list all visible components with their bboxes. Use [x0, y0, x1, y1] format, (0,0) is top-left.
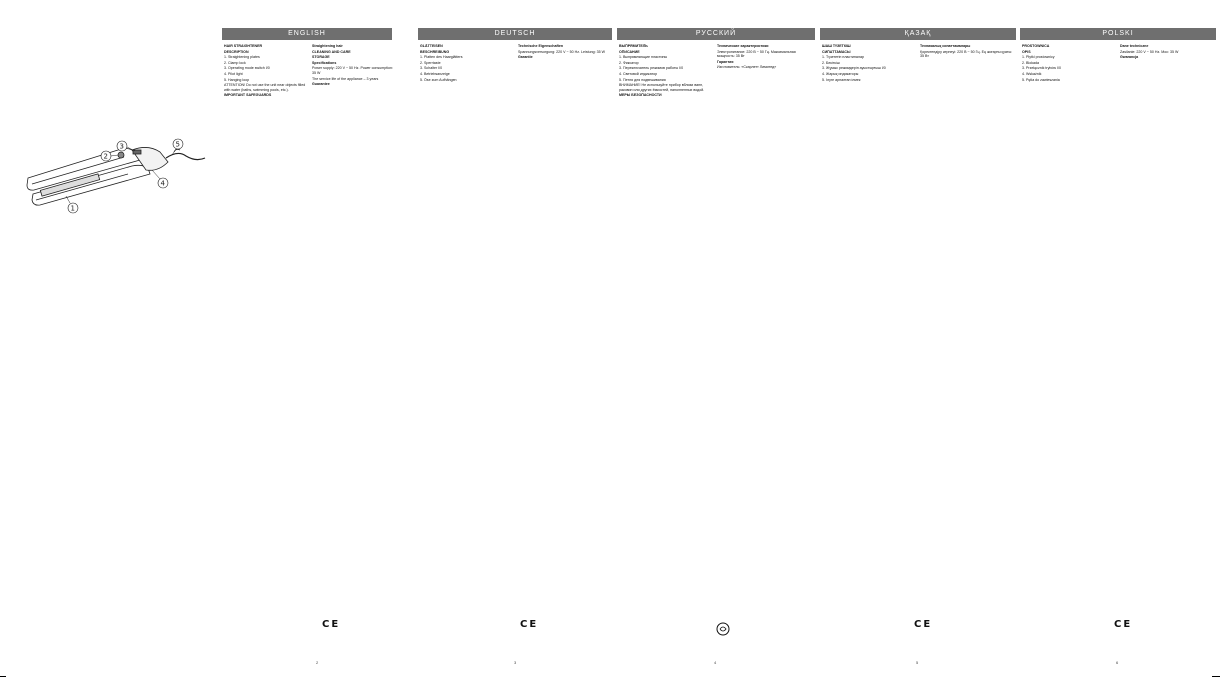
polish-desc-item: 2. Blokada [1022, 60, 1039, 65]
callout-4: 4 [160, 179, 165, 188]
kazakh-desc-item: 1. Түзететін пластиналар [822, 55, 864, 60]
page-number: 3 [514, 660, 517, 665]
ce-mark-icon: C E [520, 619, 537, 630]
kazakh-description-title: СИПАТТАМАСЫ [822, 49, 851, 54]
deutsch-desc-item: 1. Platten des Haarglätters [420, 55, 463, 60]
callout-1: 1 [70, 204, 75, 213]
ce-mark-icon: C E [1114, 619, 1131, 630]
kazakh-spec-title: Техникалық сипаттамалары [920, 44, 971, 48]
page-number: 6 [1116, 660, 1119, 665]
russian-manufacturer: Изготовитель: «Скарлетт Лимитед» [717, 65, 777, 70]
russian-guarantee-title: Гарантия [717, 59, 734, 64]
russian-desc-item: 4. Световой индикатор [619, 71, 658, 76]
english-spec-title: Specifications [312, 60, 337, 65]
english-attention: ATTENTION! Do not use the unit near objects filled with water (baths, swimming pools, etc.). [224, 83, 306, 92]
header-kazakh: ҚАЗАҚ [820, 28, 1016, 40]
russian-column-1 [619, 44, 713, 99]
russian-model-title: ВЫПРЯМИТЕЛЬ [619, 44, 648, 48]
polish-column-1 [1022, 44, 1116, 83]
russian-desc-item: 2. Фиксатор [619, 60, 639, 65]
english-column-2 [312, 44, 394, 88]
kazakh-desc-item: 2. Бекіткіш [822, 60, 840, 65]
english-description-title: DESCRIPTION [224, 49, 249, 54]
polish-description-title: OPIS [1022, 49, 1031, 54]
english-desc-item: 2. Clamp lock [224, 60, 246, 65]
ce-mark-icon: C E [914, 619, 931, 630]
kazakh-desc-item: 5. Ілуге арналған ілмек [822, 77, 861, 82]
russian-spec-title: Технические характеристики [717, 44, 769, 48]
russian-desc-item: 3. Переключатель режимов работы I/0 [619, 66, 684, 71]
english-desc-item: 5. Hanging loop [224, 77, 250, 82]
deutsch-specs: Spannungsversorgung: 220 V ~ 50 Hz. Leistung: 35 W [518, 49, 606, 54]
english-storage-title: STORAGE [312, 55, 330, 60]
english-straightening-title: Straightening hair [312, 44, 343, 48]
russian-desc-item: 1. Выпрямляющие пластины [619, 55, 668, 60]
deutsch-model-title: GLÄTTEISEN [420, 44, 443, 48]
kazakh-specs: Қоректендіру кернеуі: 220 В ~ 50 Гц. Ең жоғарғы қуаты: 35 Вт [920, 49, 1013, 59]
deutsch-desc-item: 4. Betriebsanzeige [420, 71, 450, 76]
kazakh-desc-item: 4. Жарық индикаторы [822, 71, 859, 76]
russian-desc-item: 5. Петля для подвешивания [619, 77, 666, 82]
eac-mark-icon [716, 622, 730, 637]
kazakh-column-2 [920, 44, 1014, 60]
page-number: 5 [916, 660, 919, 665]
deutsch-desc-item: 5. Öse zum Aufhängen [420, 77, 457, 82]
polish-desc-item: 5. Pętla do zawieszania [1022, 77, 1060, 82]
kazakh-model-title: ШАШ ТҮЗЕТКІШ [822, 44, 851, 48]
callout-5: 5 [175, 140, 180, 149]
english-desc-item: 3. Operating mode switch I/0 [224, 66, 270, 71]
deutsch-guarantee-title: Garantie [518, 55, 533, 60]
deutsch-column-2 [518, 44, 612, 61]
kazakh-desc-item: 3. Жұмыс режимдерін ауыстырғыш I/0 [822, 66, 886, 71]
deutsch-spec-title: Technische Eigenschaften [518, 44, 564, 48]
polish-spec-title: Dane techniczne [1120, 44, 1149, 48]
english-model-title: HAIR STRAIGHTENER [224, 44, 263, 48]
header-polish: POLSKI [1020, 28, 1216, 40]
russian-description-title: ОПИСАНИЕ [619, 49, 640, 54]
english-cleaning-title: CLEANING AND CARE [312, 49, 351, 54]
page-number: 2 [316, 660, 319, 665]
header-deutsch: DEUTSCH [418, 28, 612, 40]
english-desc-item: 1. Straightening plates [224, 55, 260, 60]
russian-safety-title: МЕРЫ БЕЗОПАСНОСТИ [619, 93, 662, 98]
russian-attention: ВНИМАНИЕ! Не используйте прибор вблизи ванн, раковин или других ёмкостей, наполненных водой. [619, 83, 705, 92]
callout-3: 3 [119, 142, 124, 151]
ce-mark-icon: C E [322, 619, 339, 630]
polish-model-title: PROSTOWNICA [1022, 44, 1050, 48]
callout-2: 2 [103, 152, 108, 161]
header-english: ENGLISH [222, 28, 392, 40]
page-number: 4 [714, 660, 717, 665]
crop-mark [1212, 676, 1220, 677]
russian-specs: Электропитание: 220 В ~ 50 Гц. Максимальная мощность: 35 Вт [717, 49, 796, 59]
deutsch-desc-item: 2. Sperrtaste [420, 60, 441, 65]
english-desc-item: 4. Pilot light [224, 71, 243, 76]
english-safety-title: IMPORTANT SAFEGUARDS [224, 93, 272, 98]
polish-desc-item: 4. Wskaźnik [1022, 71, 1042, 76]
english-lifetime: The service life of the appliance – 3 years [312, 76, 379, 81]
polish-column-2 [1120, 44, 1214, 61]
polish-desc-item: 1. Płytki prostownicy [1022, 55, 1055, 60]
deutsch-desc-item: 3. Schalter I/0 [420, 66, 443, 71]
polish-specs: Zasilanie: 220 V ~ 50 Hz. Moc: 35 W [1120, 49, 1179, 54]
deutsch-column-1 [420, 44, 514, 83]
polish-guarantee-title: Gwarancja [1120, 55, 1139, 60]
russian-column-2 [717, 44, 813, 71]
english-specs: Power supply: 220 V ~ 50 Hz. Power consumption: 35 W [312, 66, 394, 75]
english-column-1 [224, 44, 308, 99]
header-russian: РУССКИЙ [617, 28, 815, 40]
straightener-illustration [0, 0, 222, 685]
polish-desc-item: 3. Przełącznik trybów I/0 [1022, 66, 1061, 71]
english-guarantee-title: Guarantee [312, 82, 330, 87]
kazakh-column-1 [822, 44, 916, 83]
deutsch-description-title: BESCHREIBUNG [420, 49, 450, 54]
